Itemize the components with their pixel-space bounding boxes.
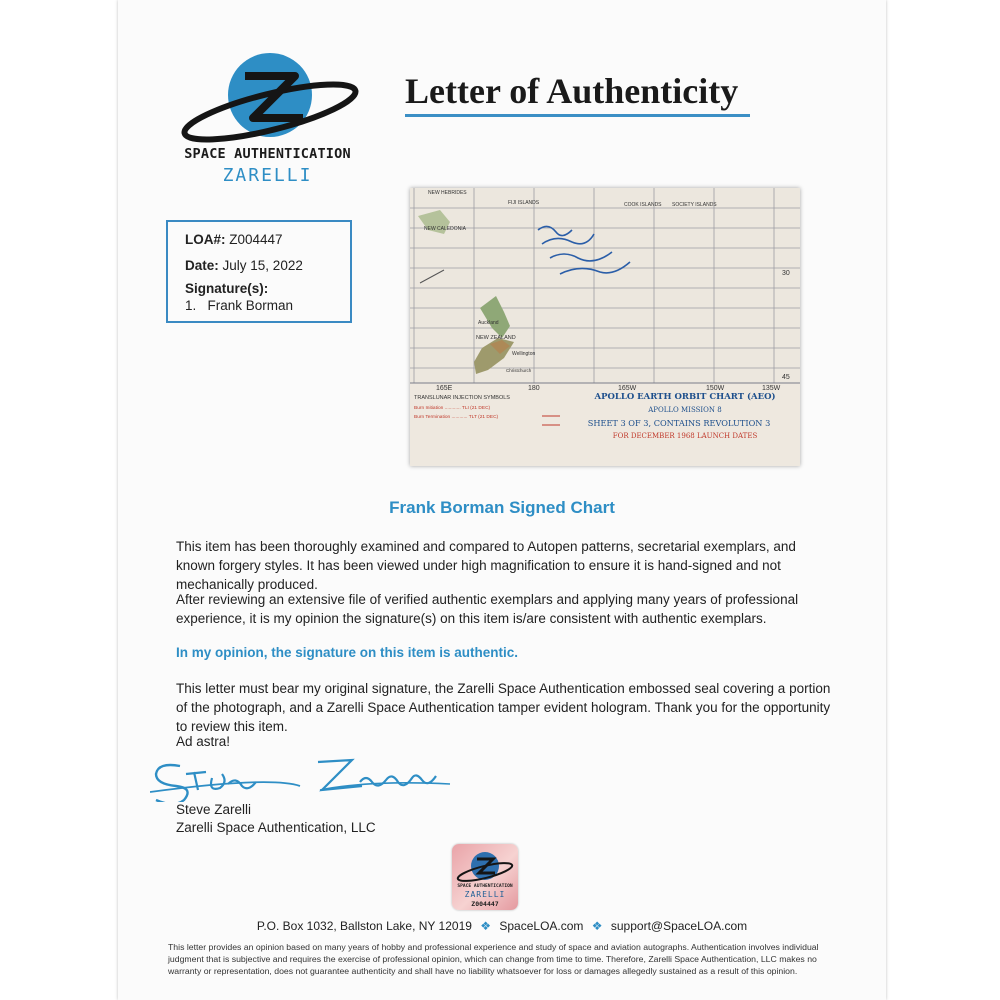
tamper-evident-hologram [452, 844, 518, 910]
chart-label-cook-islands: COOK ISLANDS [624, 202, 662, 208]
page-title: Letter of Authenticity [405, 71, 739, 111]
chart-grid-label-150w: 150W [706, 385, 725, 392]
chart-mission: APOLLO MISSION 8 [648, 406, 722, 414]
loa-date-value: July 15, 2022 [222, 258, 303, 273]
chart-symbol-tlt: Burn Termination ............ TLT (21 DEC) [414, 415, 499, 420]
chart-label-new-caledonia: NEW CALEDONIA [424, 226, 466, 232]
requirements-paragraph: This letter must bear my original signature, the Zarelli Space Authentication embossed seal covering a portion of the photograph, and a Zarelli Space Authentication tamper evident hologram. Thank you for the opportunity to review this item. [176, 681, 831, 734]
examination-paragraph: This item has been thoroughly examined and compared to Autopen patterns, secretarial exemplars, and known forgery styles. It has been viewed under high magnification to ensure it is hand-signed and not mechanically produced. [176, 539, 796, 592]
footer-contact [118, 919, 886, 933]
chart-grid-label-45: 45 [782, 374, 790, 381]
footer-website-link[interactable]: SpaceLOA.com [499, 919, 584, 933]
chart-grid-label-180: 180 [528, 385, 540, 392]
loa-date-label: Date: [185, 258, 219, 273]
legal-disclaimer: This letter provides an opinion based on many years of hobby and professional experience and study of space and aviation autographs. Authentication involves individual judgment that is subjective and requires the exercise of professional opinion, which can change from time to time. Therefore, Zarelli Space Authentication, LLC makes no warranty or representation, does not guarantee authenticity and shall have no liability whatsoever for loss or damages allegedly sustained as a result of this opinion. [168, 942, 819, 977]
footer-address: P.O. Box 1032, Ballston Lake, NY 12019 [256, 919, 472, 933]
handwritten-signature [150, 752, 470, 802]
chart-symbol-tli: Burn Initiation ............ TLI (21 DEC) [414, 406, 491, 411]
chart-grid-label-165w: 165W [618, 385, 637, 392]
chart-title: APOLLO EARTH ORBIT CHART (AEO) [594, 392, 776, 402]
chart-label-christchurch: Christchurch [506, 368, 532, 373]
authentic-opinion-statement: In my opinion, the signature on this item is authentic. [176, 645, 519, 660]
opinion-paragraph: After reviewing an extensive file of verified authentic exemplars and applying many years of professional experience, it is my opinion the signature(s) on this item is/are consistent with authentic exemplars. [176, 592, 799, 626]
chart-label-society-islands: SOCIETY ISLANDS [672, 202, 717, 208]
chart-launch-dates: FOR DECEMBER 1968 LAUNCH DATES [612, 432, 758, 440]
signed-chart-photo [410, 188, 800, 466]
hologram-text-zarelli: ZARELLI [464, 890, 506, 899]
chart-label-auckland: Auckland [478, 320, 499, 326]
footer-separator-icon: ❖ [480, 919, 492, 933]
closing-text: Ad astra! [176, 734, 231, 749]
chart-label-wellington: Wellington [512, 351, 536, 357]
hologram-emblem [452, 846, 518, 886]
chart-grid-label-135w: 135W [762, 385, 781, 392]
loa-signature-item: 1. Frank Borman [185, 298, 294, 313]
hologram-loa-number: Z004447 [471, 900, 499, 908]
chart-symbols-title: TRANSLUNAR INJECTION SYMBOLS [414, 395, 510, 401]
loa-signatures-label: Signature(s): [185, 281, 269, 296]
chart-label-new-zealand: NEW ZEALAND [476, 335, 516, 341]
chart-label-fiji: FIJI ISLANDS [508, 200, 540, 206]
logo-text-space-authentication: SPACE AUTHENTICATION [184, 146, 351, 162]
signer-company: Zarelli Space Authentication, LLC [176, 820, 376, 835]
footer-separator-icon: ❖ [591, 919, 603, 933]
chart-sheet: SHEET 3 OF 3, CONTAINS REVOLUTION 3 [587, 418, 771, 428]
loa-number-value: Z004447 [229, 232, 283, 247]
loa-number-row [185, 232, 283, 247]
logo-text-zarelli: ZARELLI [222, 165, 313, 186]
item-title: Frank Borman Signed Chart [389, 498, 615, 517]
hologram-text-space-authentication: SPACE AUTHENTICATION [457, 884, 513, 889]
footer-email-link[interactable]: support@SpaceLOA.com [610, 919, 748, 933]
chart-label-new-hebrides: NEW HEBRIDES [428, 190, 467, 196]
chart-grid-label-30: 30 [782, 270, 790, 277]
loa-date-row [185, 258, 303, 273]
title-underline [405, 114, 750, 117]
loa-number-label: LOA#: [185, 232, 226, 247]
signer-name: Steve Zarelli [176, 802, 252, 817]
chart-grid-label-165e: 165E [436, 385, 453, 392]
zarelli-logo-emblem [175, 50, 365, 150]
